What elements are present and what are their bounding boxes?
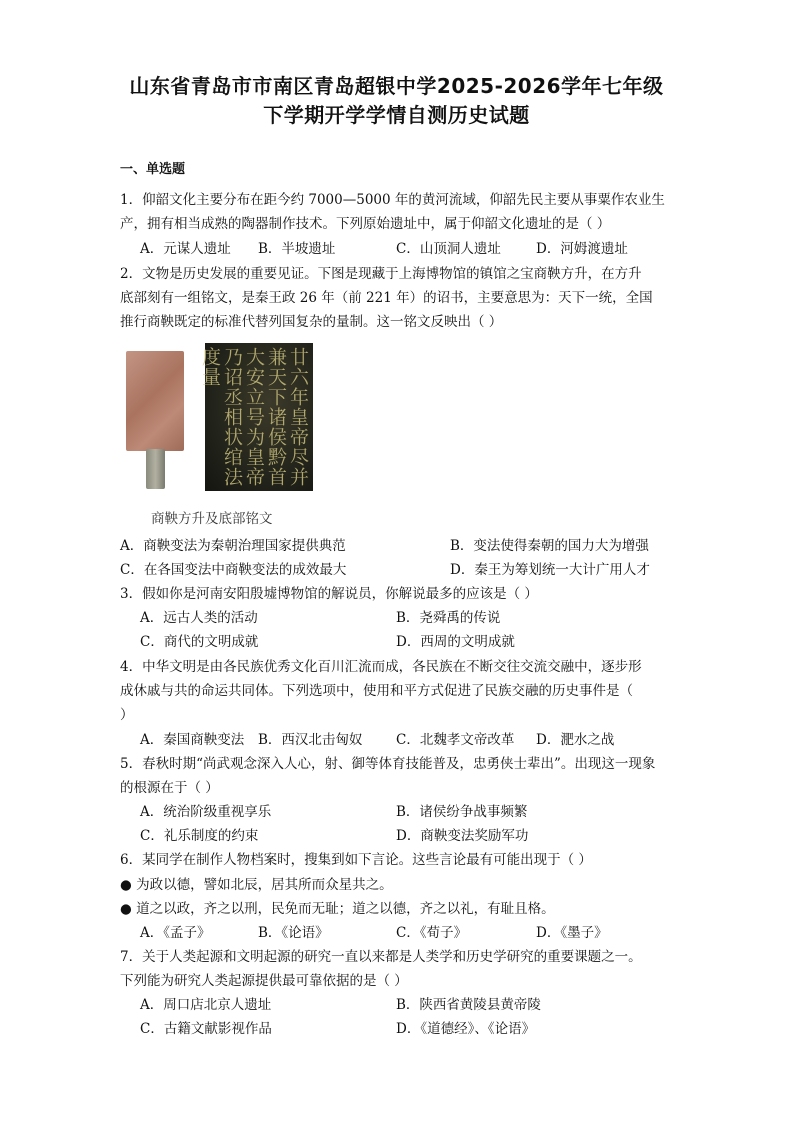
q7-option-d: D．《道德经》、《论语》 [396, 1021, 536, 1037]
q5-stem-2: 的根源在于（ ） [120, 780, 219, 796]
shang-yang-fangsheng-image [126, 351, 184, 451]
q4-stem-2: 成休戚与共的命运共同体。下列选项中，使用和平方式促进了民族交融的历史事件是（ [120, 683, 633, 699]
q7-option-b: B．陕西省黄陵县黄帝陵 [396, 997, 541, 1013]
q4-stem-1: 4．中华文明是由各民族优秀文化百川汇流而成，各民族在不断交往交流交融中，逐步形 [120, 659, 642, 675]
q6-option-b: B．《论语》 [258, 925, 329, 941]
q1-option-a: A．元谋人遗址 [140, 241, 231, 257]
q6-quote-1: ● 为政以德，譬如北辰，居其所而众星共之。 [120, 877, 393, 893]
q6-option-c: C．《荀子》 [396, 925, 468, 941]
q2-stem-3: 推行商鞅既定的标准代替列国复杂的量制。这一铭文反映出（ ） [120, 314, 503, 330]
section-heading: 一、单选题 [120, 162, 186, 177]
q5-option-b: B．诸侯纷争战事频繁 [396, 804, 528, 820]
title-line-2: 下学期开学学情自测历史试题 [263, 103, 530, 127]
q2-option-a: A．商鞅变法为秦朝治理国家提供典范 [120, 538, 346, 554]
q5-stem-1: 5．春秋时期“尚武观念深入人心，射、御等体育技能普及，忠勇侠士辈出”。出现这一现象 [120, 756, 656, 772]
q7-option-c: C．古籍文献影视作品 [140, 1021, 272, 1037]
q6-stem-1: 6．某同学在制作人物档案时，搜集到如下言论。这些言论最有可能出现于（ ） [120, 852, 592, 868]
q1-option-c: C．山顶洞人遗址 [396, 241, 501, 257]
q2-option-d: D．秦王为筹划统一大计广用人才 [450, 562, 650, 578]
inscription-glyphs: 廿六年皇帝尽并兼天下诸侯黔首大安立号为皇帝乃诏丞相状绾法度量 [199, 347, 309, 487]
q3-option-a: A．远古人类的活动 [140, 610, 258, 626]
q1-stem-2: 产，拥有相当成熟的陶器制作技术。下列原始遗址中，属于仰韶文化遗址的是（ ） [120, 216, 611, 232]
q5-option-d: D．商鞅变法奖励军功 [396, 828, 529, 844]
inscription-image [199, 343, 313, 491]
q3-option-c: C．商代的文明成就 [140, 634, 259, 650]
q7-stem-2: 下列能为研究人类起源提供最可靠依据的是（ ） [120, 973, 408, 989]
q6-quote-2: ● 道之以政，齐之以刑，民免而无耻；道之以德，齐之以礼，有耻且格。 [120, 901, 555, 917]
q1-option-b: B．半坡遗址 [258, 241, 336, 257]
q4-option-c: C．北魏孝文帝改革 [396, 732, 515, 748]
q4-stem-3: ） [120, 707, 134, 723]
fangsheng-handle [146, 449, 165, 489]
q2-stem-1: 2．文物是历史发展的重要见证。下图是现藏于上海博物馆的镇馆之宝商鞅方升，在方升 [120, 266, 642, 282]
q1-stem-1: 1．仰韶文化主要分布在距今约 7000—5000 年的黄河流域，仰韶先民主要从事粟作农业生 [120, 192, 665, 208]
q3-stem-1: 3．假如你是河南安阳殷墟博物馆的解说员，你解说最多的应该是（ ） [120, 586, 538, 602]
q5-option-c: C．礼乐制度的约束 [140, 828, 259, 844]
q2-option-b: B．变法使得秦朝的国力大为增强 [450, 538, 649, 554]
title-line-1: 山东省青岛市市南区青岛超银中学2025-2026学年七年级 [129, 74, 664, 98]
q4-option-d: D．淝水之战 [536, 732, 615, 748]
q1-option-d: D．河姆渡遗址 [536, 241, 628, 257]
q2-stem-2: 底部刻有一组铭文，是秦王政 26 年（前 221 年）的诏书，主要意思为：天下一统，全国 [120, 290, 653, 306]
q4-option-b: B．西汉北击匈奴 [258, 732, 363, 748]
q2-option-c: C．在各国变法中商鞅变法的成效最大 [120, 562, 347, 578]
q7-stem-1: 7．关于人类起源和文明起源的研究一直以来都是人类学和历史学研究的重要课题之一。 [120, 949, 642, 965]
image-caption: 商鞅方升及底部铭文 [151, 511, 273, 527]
q6-option-a: A．《孟子》 [140, 925, 211, 941]
q3-option-b: B．尧舜禹的传说 [396, 610, 501, 626]
q5-option-a: A．统治阶级重视享乐 [140, 804, 272, 820]
q4-option-a: A．秦国商鞅变法 [140, 732, 245, 748]
q6-option-d: D．《墨子》 [536, 925, 608, 941]
q7-option-a: A．周口店北京人遗址 [140, 997, 272, 1013]
q3-option-d: D．西周的文明成就 [396, 634, 515, 650]
